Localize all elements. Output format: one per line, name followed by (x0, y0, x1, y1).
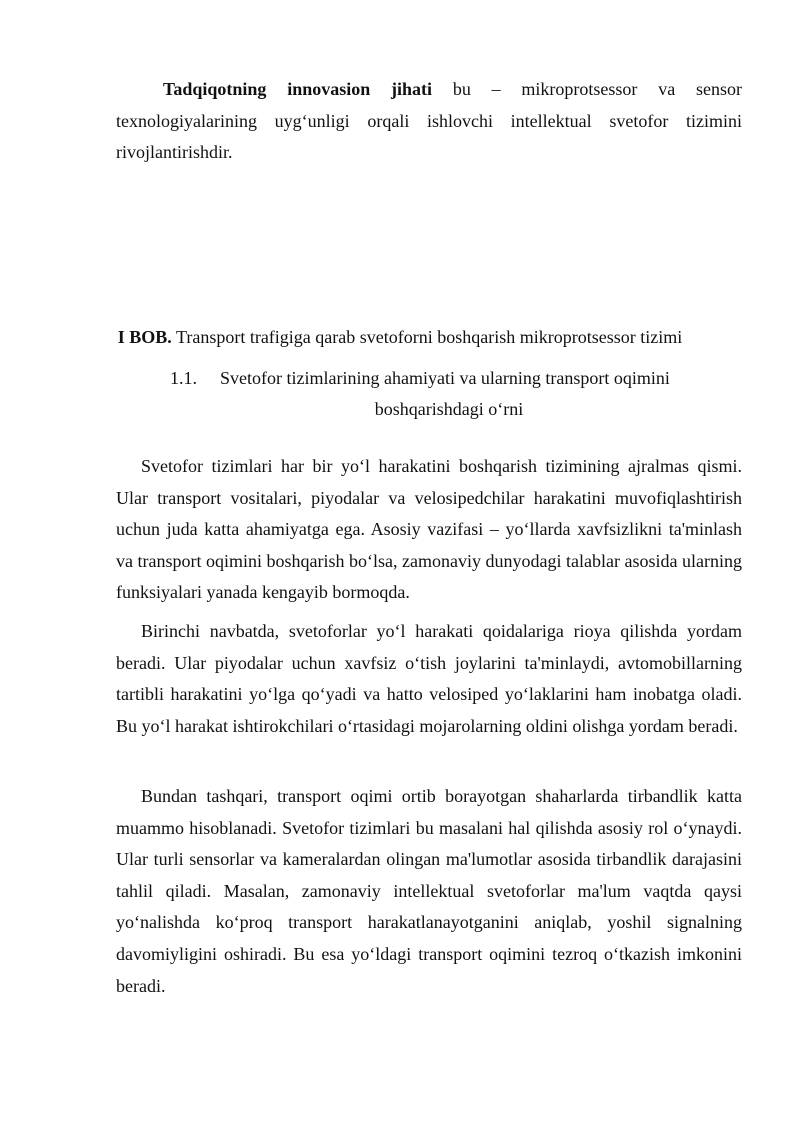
section-heading-line1 (116, 363, 742, 394)
section-number: 1.1. (170, 368, 197, 388)
intro-paragraph (116, 74, 742, 169)
section-title-line2: boshqarishdagi o‘rni (374, 399, 524, 419)
chapter-label: I BOB. (117, 327, 172, 347)
body-paragraph-1: Svetofor tizimlari har bir yo‘l harakatini boshqarish tizimining ajralmas qismi. Ular transport vositalari, piyodalar va velosipedchilar harakatini muvofiqlashtirish uchun juda katta ahamiyatga ega. Asosiy vazifasi – yo‘llarda xavfsizlikni ta'minlash va transport oqimini boshqarish bo‘lsa, zamonaviy dunyodagi talablar asosida ularning funksiyalari yanada kengayib bormoqda. (116, 456, 742, 603)
chapter-heading (0, 323, 800, 351)
intro-text: bu – mikroprotsessor va sensor texnologiyalarining uyg‘unligi orqali ishlovchi intellektual svetofor tizimini rivojlantirishdir. (116, 79, 742, 163)
body-paragraph-3: Bundan tashqari, transport oqimi ortib borayotgan shaharlarda tirbandlik katta muammo hisoblanadi. Svetofor tizimlari bu masalani hal qilishda asosiy rol o‘ynaydi. Ular turli sensorlar va kameralardan olingan ma'lumotlar asosida tirbandlik darajasini tahlil qiladi. Masalan, zamonaviy intellektual svetoforlar ma'lum vaqtda qaysi yo‘nalishda ko‘proq transport harakatlanayotganini aniqlab, yoshil signalning davomiyligini oshiradi. Bu esa yo‘ldagi transport oqimini tezroq o‘tkazish imkonini beradi. (116, 786, 742, 996)
intro-bold-phrase: Tadqiqotning innovasion jihati (163, 79, 433, 99)
body-paragraph-2: Birinchi navbatda, svetoforlar yo‘l harakati qoidalariga rioya qilishda yordam beradi. Ular piyodalar uchun xavfsiz o‘tish joylarini ta'minlaydi, avtomobillarning tartibli harakatini yo‘lga qo‘yadi va hatto velosiped yo‘laklarini ham inobatga oladi. Bu yo‘l harakat ishtirokchilari o‘rtasidagi mojarolarning oldini olishga yordam beradi. (116, 621, 742, 736)
section-heading (116, 363, 742, 425)
section-title-line1: Svetofor tizimlarining ahamiyati va ularning transport oqimini (220, 368, 670, 388)
chapter-title: Transport trafigiga qarab svetoforni boshqarish mikroprotsessor tizimi (171, 327, 683, 347)
